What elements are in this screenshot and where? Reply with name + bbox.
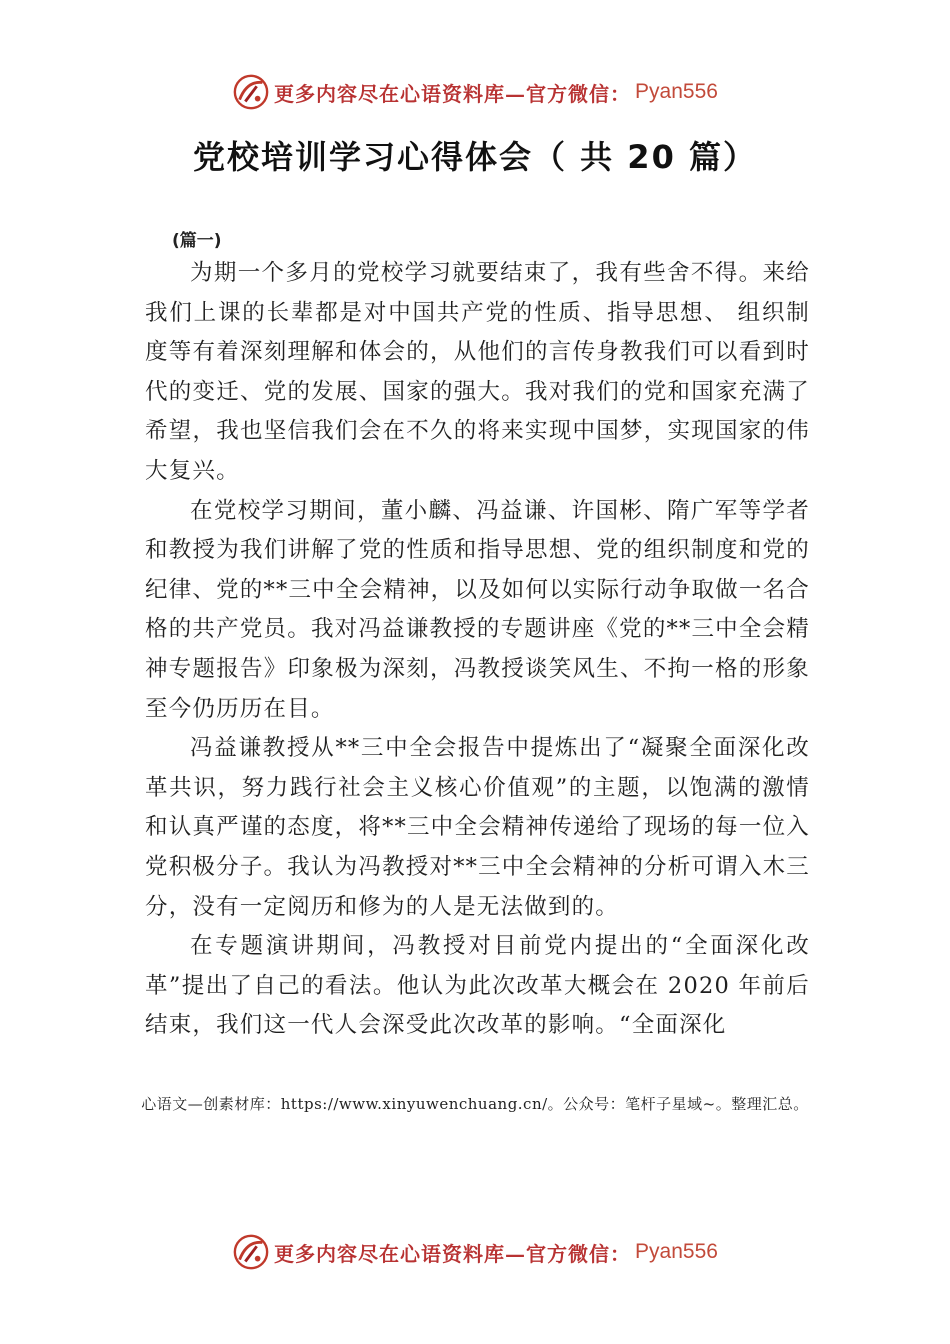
footer-source-note: 心语文—创素材库：https://www.xinyuwenchuang.cn/。公众号：笔杆子星域~。整理汇总。 (141, 1095, 809, 1113)
paragraph-3: 冯益谦教授从**三中全会报告中提炼出了“凝聚全面深化改革共识，努力践行社会主义核心价值观”的主题，以饱满的激情和认真严谨的态度，将**三中全会精神传递给了现场的每一位入党积极分子。我认为冯教授对**三中全会精神的分析可谓入木三分，没有一定阅历和修为的人是无法做到的。 (145, 735, 810, 920)
footer-wechat-id: Pyan556 (635, 1240, 718, 1263)
header-banner-text: 更多内容尽在心语资料库—官方微信： (274, 81, 632, 106)
paragraph-1: 为期一个多月的党校学习就要结束了，我有些舍不得。来给我们上课的长辈都是对中国共产党的性质、指导思想、 组织制度等有着深刻理解和体会的，从他们的言传身教我们可以看到时代的变迁、党的发展、国家的强大。我对我们的党和国家充满了希望，我也坚信我们会在不久的将来实现中国梦，实现国家的伟大复兴。 (145, 260, 810, 484)
header-wechat-id: Pyan556 (635, 80, 718, 103)
paragraph-2: 在党校学习期间，董小麟、冯益谦、许国彬、隋广军等学者和教授为我们讲解了党的性质和指导思想、党的组织制度和党的纪律、党的**三中全会精神，以及如何以实际行动争取做一名合格的共产党员。我对冯益谦教授的专题讲座《党的**三中全会精神专题报告》印象极为深刻，冯教授谈笑风生、不拘一格的形象至今仍历历在目。 (145, 497, 810, 722)
footer-banner (0, 1232, 950, 1272)
footer-banner-text: 更多内容尽在心语资料库—官方微信： (274, 1241, 632, 1266)
brand-logo-icon (232, 73, 270, 111)
document-body (145, 254, 810, 1046)
header-banner (0, 72, 950, 112)
paragraph-4: 在专题演讲期间，冯教授对目前党内提出的“全面深化改革”提出了自己的看法。他认为此次改革大概会在 2020 年前后结束，我们这一代人会深受此次改革的影响。“全面深化 (145, 933, 810, 1039)
brand-logo-icon (232, 1233, 270, 1271)
document-title: 党校培训学习心得体会（ 共 20 篇） (193, 138, 757, 176)
section-label: (篇一) (172, 231, 222, 251)
